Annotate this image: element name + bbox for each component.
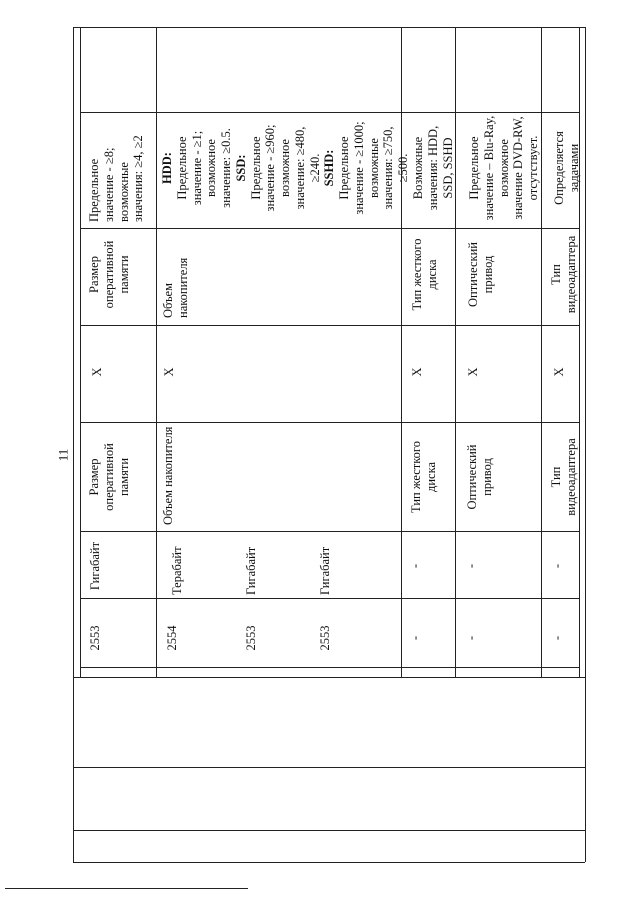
cell-code: - [550,635,564,641]
footnote-rule [5,888,248,889]
ssd-label: SSD: [233,154,248,182]
cell-unit: - [408,563,422,569]
cell-x: X [90,367,104,377]
cell-unit: Гигабайт [244,546,258,595]
grid-line [73,27,74,862]
cell-code: - [408,635,422,641]
cell-code: 2554 [165,625,179,651]
cell-code: 2553 [244,625,258,651]
cell-name: Тип видеоадаптера [549,438,578,516]
grid-line [80,112,580,113]
cell-values: Предельное значение – Blu-Ray, возможное значение DVD-RW, отсутствует. [467,115,540,221]
cell-x: X [162,367,176,377]
cell-x: X [552,367,566,377]
grid-line [80,27,81,677]
grid-line [80,228,580,229]
cell-values: Предельное значение - ≥8; возможные значения: ≥4, ≥2 [87,135,146,222]
cell-unit: - [464,563,478,569]
hdd-label: HDD: [160,152,174,184]
sshd-values: Предельное значение - ≥1000; возможные значения: ≥750, ≥500. [337,121,410,215]
grid-line [156,27,157,677]
cell-values: Возможные значения: HDD, SSD, SSHD [411,125,455,211]
cell-unit: Гигабайт [88,541,102,591]
cell-x: X [466,367,480,377]
cell-code: 2553 [318,625,332,651]
cell-char: Тип жесткого диска [410,238,439,311]
cell-code: - [464,635,478,641]
cell-values: Определяется задачами [552,131,581,205]
grid-line [73,677,585,678]
sshd-label: SSHD: [322,149,337,187]
ssd-values: Предельное значение - ≥960; возможное значение: ≥480, ≥240. [248,124,322,212]
cell-unit: Гигабайт [318,546,332,595]
cell-name: Тип жесткого диска [409,441,438,513]
grid-line [73,767,585,768]
cell-char: Объем накопителя [161,257,190,318]
cell-char: Размер оперативной памяти [87,240,131,309]
cell-values [160,114,411,222]
cell-char: Оптический привод [466,242,495,308]
grid-line [541,27,542,677]
grid-line [80,325,580,326]
grid-line [80,598,580,599]
grid-line [80,422,580,423]
grid-line [585,27,586,862]
cell-x: X [410,367,424,377]
hdd-values: Предельное значение - ≥1; возможное значение: ≥0.5. [174,128,233,208]
grid-line [73,862,585,863]
cell-name: Объем накопителя [161,426,175,525]
cell-code: 2553 [88,625,102,651]
cell-unit: - [550,563,564,569]
cell-unit: Терабайт [170,546,184,595]
cell-name: Оптический привод [465,444,494,510]
grid-line [73,830,585,831]
grid-line [73,27,585,28]
page-number: 11 [55,448,71,462]
cell-char: Тип видеоадаптера [549,235,578,314]
cell-name: Размер оперативной памяти [87,443,131,511]
